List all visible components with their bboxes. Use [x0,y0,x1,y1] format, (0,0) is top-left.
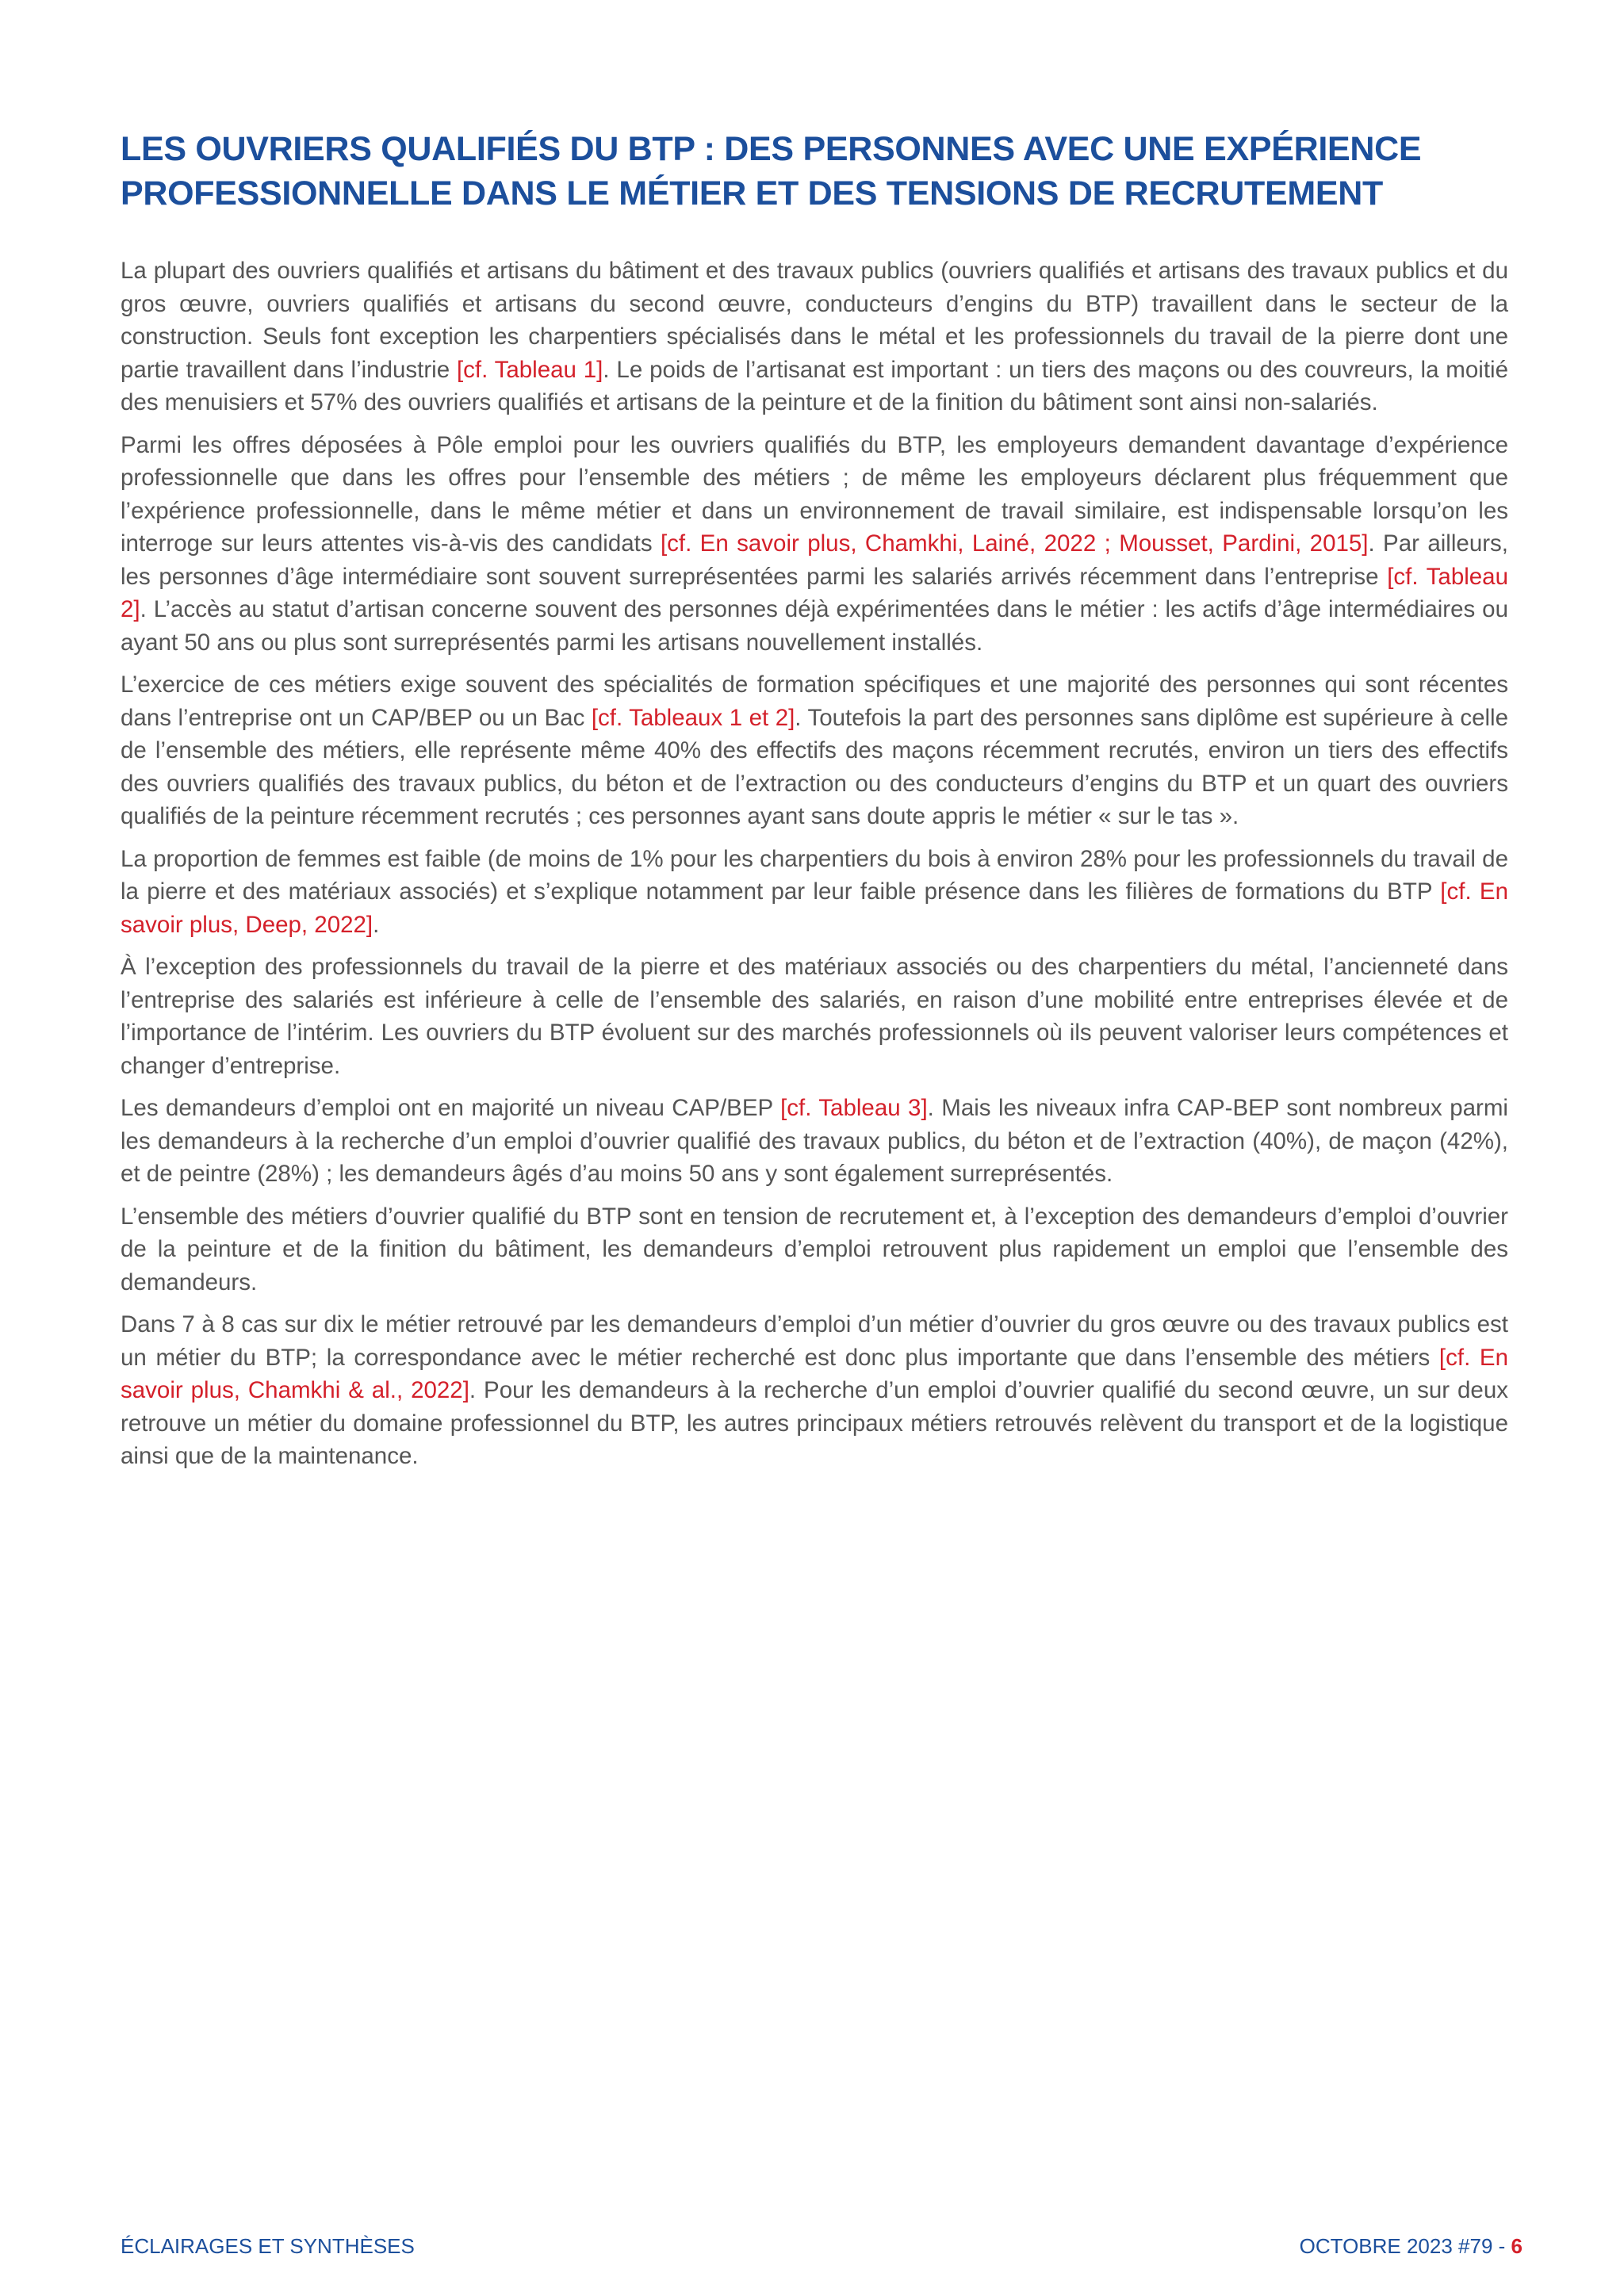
paragraph-text: . Mais les niveaux infra CAP-BEP sont nombreux parmi les demandeurs à la recherche d’un emploi d’ouvrier qualifié des travaux publics, du béton et de l’extraction (40%), de maçon (42%), et de peintre (28%) ; les demandeurs âgés d’au moins 50 ans y sont également surreprésentés. [121,1095,1508,1187]
paragraph [121,254,1508,419]
footer-separator: - [1492,2234,1511,2258]
paragraph-text: . Pour les demandeurs à la recherche d’un emploi d’ouvrier qualifié du second œuvre, un sur deux retrouve un métier du domaine professionnel du BTP, les autres principaux métiers retrouvés relèvent du transport et de la logistique ainsi que de la maintenance. [121,1377,1508,1469]
reference-link[interactable]: [cf. En savoir plus, Chamkhi, Lainé, 2022 ; Mousset, Pardini, 2015] [660,530,1369,557]
paragraph-text: La plupart des ouvriers qualifiés et artisans du bâtiment et des travaux publics (ouvriers qualifiés et artisans des travaux publics et du gros œuvre, ouvriers qualifiés et artisans du second œuvre, conducteurs d’engins du BTP) travaillent dans le secteur de la construction. Seuls font exception les charpentiers spécialisés dans le métal et les professionnels du travail de la pierre dont une partie travaillent dans l’industrie [121,258,1508,383]
paragraph-text: La proportion de femmes est faible (de moins de 1% pour les charpentiers du bois à environ 28% pour les professionnels du travail de la pierre et des matériaux associés) et s’explique notamment par leur faible présence dans les filières de formations du BTP [121,845,1508,905]
paragraph-text: . Par ailleurs, les personnes d’âge intermédiaire sont souvent surreprésentées parmi les salariés arrivés récemment dans l’entreprise [121,530,1508,590]
reference-link[interactable]: [cf. Tableau 3] [780,1095,928,1121]
paragraph [121,668,1508,833]
paragraph-text: Dans 7 à 8 cas sur dix le métier retrouvé par les demandeurs d’emploi d’un métier d’ouvrier du gros œuvre ou des travaux publics est un métier du BTP; la correspondance avec le métier recherché est donc plus importante que dans l’ensemble des métiers [121,1311,1508,1371]
reference-link[interactable]: [cf. En savoir plus, Chamkhi & al., 2022] [121,1344,1509,1403]
reference-link[interactable]: [cf. Tableau 2] [121,563,1508,622]
paragraph-text: Parmi les offres déposées à Pôle emploi pour les ouvriers qualifiés du BTP, les employeurs demandent davantage d’expérience professionnelle que dans les offres pour l’ensemble des métiers ; de même les employeurs déclarent plus fréquemment que l’expérience professionnelle, dans le même métier et dans un environnement de travail similaire, est indispensable lorsqu’on les interroge sur leurs attentes vis-à-vis des candidats [121,431,1508,557]
reference-link[interactable]: [cf. Tableau 1] [456,356,603,383]
paragraph-text: . [373,911,380,938]
page-title [121,127,1516,216]
page-title-line-1: LES OUVRIERS QUALIFIÉS DU BTP : DES PERSONNES AVEC UNE EXPÉRIENCE [121,130,1422,168]
paragraph [121,843,1508,942]
article-body [121,254,1508,1483]
footer-publication: ÉCLAIRAGES ET SYNTHÈSES [121,2234,415,2258]
paragraph-text: À l’exception des professionnels du travail de la pierre et des matériaux associés ou des charpentiers du métal, l’ancienneté dans l’entreprise des salariés est inférieure à celle de l’ensemble des salariés, en raison d’une mobilité entre entreprises élevée et de l’importance de l’intérim. Les ouvriers du BTP évoluent sur des marchés professionnels où ils peuvent valoriser leurs compétences et changer d’entreprise. [121,954,1508,1079]
paragraph-text: . L’accès au statut d’artisan concerne souvent des personnes déjà expérimentées dans le métier : les actifs d’âge intermédiaires ou ayant 50 ans ou plus sont surreprésentés parmi les artisans nouvellement installés. [121,596,1508,656]
paragraph-text: Les demandeurs d’emploi ont en majorité un niveau CAP/BEP [121,1095,781,1121]
paragraph [121,429,1508,660]
paragraph-text: . Toutefois la part des personnes sans diplôme est supérieure à celle de l’ensemble des métiers, elle représente même 40% des effectifs des maçons récemment recrutés, environ un tiers des effectifs des ouvriers qualifiés des travaux publics, du béton et de l’extraction ou des conducteurs d’engins du BTP et un quart des ouvriers qualifiés de la peinture récemment recrutés ; ces personnes ayant sans doute appris le métier « sur le tas ». [121,704,1508,829]
paragraph-text: L’exercice de ces métiers exige souvent des spécialités de formation spécifiques et une majorité des personnes qui sont récentes dans l’entreprise ont un CAP/BEP ou un Bac [121,672,1508,731]
paragraph [121,1092,1508,1191]
paragraph-text: L’ensemble des métiers d’ouvrier qualifié du BTP sont en tension de recrutement et, à l’exception des demandeurs d’emploi d’ouvrier de la peinture et de la finition du bâtiment, les demandeurs d’emploi retrouvent plus rapidement un emploi que l’ensemble des demandeurs. [121,1203,1508,1295]
footer-issue-block [1300,2234,1522,2258]
footer-issue: OCTOBRE 2023 #79 [1299,2234,1493,2258]
reference-link[interactable]: [cf. Tableaux 1 et 2] [591,704,795,731]
paragraph [121,951,1508,1082]
paragraph [121,1200,1508,1299]
reference-link[interactable]: [cf. En savoir plus, Deep, 2022] [121,878,1508,938]
page-title-line-2: PROFESSIONNELLE DANS LE MÉTIER ET DES TENSIONS DE RECRUTEMENT [121,174,1383,212]
page-number: 6 [1511,2234,1522,2258]
paragraph-text: . Le poids de l’artisanat est important : un tiers des maçons ou des couvreurs, la moitié des menuisiers et 57% des ouvriers qualifiés et artisans de la peinture et de la finition du bâtiment sont ainsi non-salariés. [121,356,1508,415]
paragraph [121,1308,1508,1473]
